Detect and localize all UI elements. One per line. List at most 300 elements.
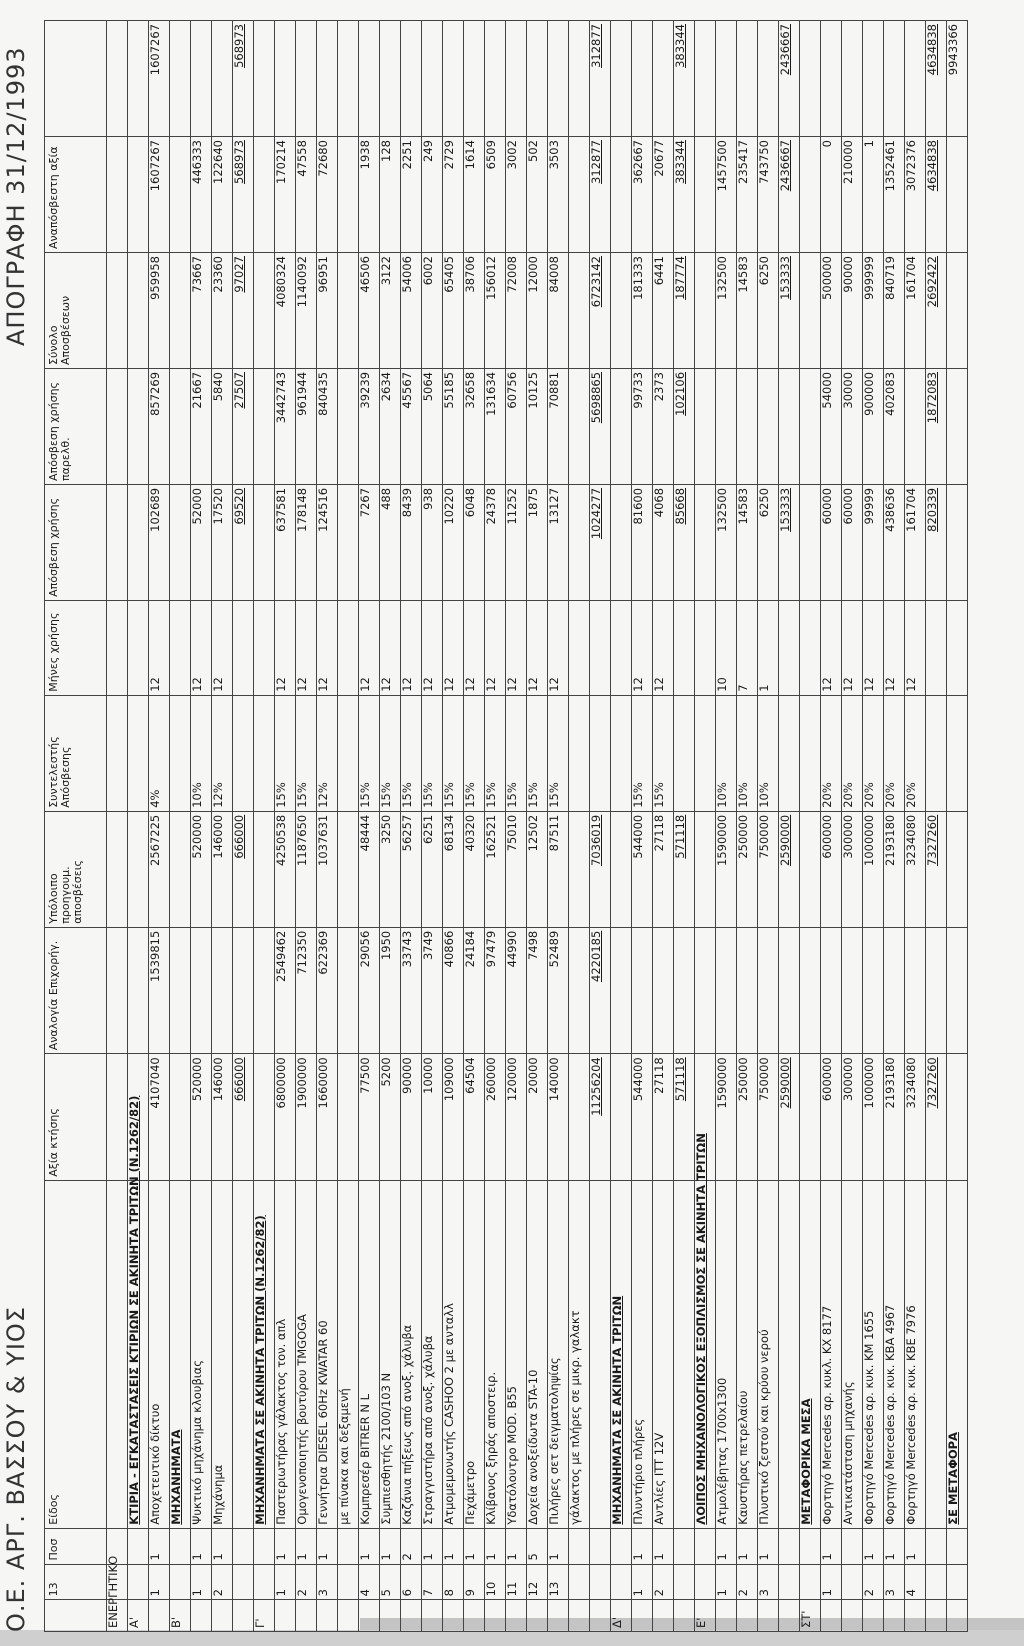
table-row <box>275 21 296 1632</box>
table-row <box>737 21 758 1632</box>
table-cell: 1 <box>191 1528 212 1564</box>
table-cell <box>758 927 779 1054</box>
table-cell: 81600 <box>632 484 653 600</box>
table-cell: Φορτηγό Mercedes αρ. κυκ. ΚΜ 1655 <box>863 1180 884 1528</box>
table-cell <box>884 927 905 1054</box>
table-cell: 6251 <box>422 811 443 927</box>
table-cell <box>569 484 590 600</box>
table-cell <box>842 1528 863 1564</box>
table-cell <box>107 695 128 811</box>
table-row <box>506 21 527 1632</box>
table-cell: 362667 <box>632 137 653 253</box>
table-row <box>800 21 821 1632</box>
table-cell <box>485 21 506 137</box>
table-cell <box>674 927 695 1054</box>
table-cell: 2 <box>653 1564 674 1600</box>
table-row <box>716 21 737 1632</box>
table-cell: 5 <box>527 1528 548 1564</box>
table-cell <box>821 927 842 1054</box>
table-cell: 20% <box>842 695 863 811</box>
table-row <box>821 21 842 1632</box>
table-cell: 77500 <box>359 1054 380 1181</box>
table-cell: 6441 <box>653 253 674 369</box>
table-cell: 99733 <box>632 368 653 484</box>
table-cell <box>905 927 926 1054</box>
table-row <box>611 21 632 1632</box>
table-cell: 140000 <box>548 1054 569 1181</box>
table-cell <box>191 21 212 137</box>
table-cell: 1140092 <box>296 253 317 369</box>
table-cell: 131634 <box>485 368 506 484</box>
table-row <box>527 21 548 1632</box>
table-cell: 10000 <box>422 1054 443 1181</box>
table-cell <box>611 368 632 484</box>
table-cell: 260000 <box>485 1054 506 1181</box>
table-cell <box>947 368 968 484</box>
table-cell: 15% <box>401 695 422 811</box>
table-cell: 3072376 <box>905 137 926 253</box>
table-row <box>590 21 611 1632</box>
table-cell: 1590000 <box>716 811 737 927</box>
table-cell: 1 <box>863 137 884 253</box>
table-cell: 27118 <box>653 1054 674 1181</box>
table-cell <box>632 927 653 1054</box>
table-cell: 60000 <box>821 484 842 600</box>
table-cell: Α' <box>128 1600 149 1632</box>
table-cell <box>254 811 275 927</box>
table-cell: Δ' <box>611 1600 632 1632</box>
table-cell <box>590 1564 611 1600</box>
table-cell <box>128 1564 149 1600</box>
table-cell: 27507 <box>233 368 254 484</box>
table-cell: 750000 <box>758 1054 779 1181</box>
table-cell <box>128 368 149 484</box>
table-cell: 15% <box>548 695 569 811</box>
table-cell <box>569 1528 590 1564</box>
table-cell: 33743 <box>401 927 422 1054</box>
table-cell: 44990 <box>506 927 527 1054</box>
table-cell: 68134 <box>443 811 464 927</box>
table-cell: 9943366 <box>947 21 968 137</box>
table-cell: 312877 <box>590 21 611 137</box>
table-cell <box>338 1528 359 1564</box>
table-cell: 571118 <box>674 1054 695 1181</box>
table-cell: 128 <box>380 137 401 253</box>
table-cell: 12 <box>275 600 296 695</box>
table-cell: Κλίβανος ξηράς αποστειρ. <box>485 1180 506 1528</box>
table-cell: 7327260 <box>926 811 947 927</box>
table-cell: 14583 <box>737 484 758 600</box>
table-cell: 15% <box>380 695 401 811</box>
table-cell <box>653 927 674 1054</box>
table-cell: 170214 <box>275 137 296 253</box>
table-cell <box>422 21 443 137</box>
table-cell: ΜΕΤΑΦΟΡΙΚΑ ΜΕΣΑ <box>800 1180 821 1528</box>
table-cell <box>611 811 632 927</box>
table-cell <box>800 253 821 369</box>
table-cell: 15% <box>296 695 317 811</box>
table-cell <box>800 695 821 811</box>
table-cell: 6800000 <box>275 1054 296 1181</box>
table-cell <box>947 1528 968 1564</box>
table-cell: 1000000 <box>863 811 884 927</box>
column-header: Σύνολο Αποσβέσεων <box>45 253 107 369</box>
table-cell: 383344 <box>674 21 695 137</box>
table-cell: 4% <box>149 695 170 811</box>
table-cell <box>107 1180 128 1528</box>
table-cell: 38706 <box>464 253 485 369</box>
table-cell <box>611 600 632 695</box>
table-cell: 12 <box>884 600 905 695</box>
table-cell <box>695 137 716 253</box>
table-cell: ΛΟΙΠΟΣ ΜΗΧΑΝΟΛΟΓΙΚΟΣ ΕΞΟΠΛΙΣΜΟΣ ΣΕ ΑΚΙΝΗΤΑ ΤΡΙΤΩΝ <box>695 1180 716 1528</box>
table-cell: Ομογενοποιητής βουτύρου TMGOGA <box>296 1180 317 1528</box>
table-cell: 72008 <box>506 253 527 369</box>
table-cell <box>779 1528 800 1564</box>
table-cell: 1 <box>716 1564 737 1600</box>
table-cell: 48444 <box>359 811 380 927</box>
table-row <box>653 21 674 1632</box>
table-cell: Φορτηγό Mercedes αρ. κυκ. ΚΒΑ 4967 <box>884 1180 905 1528</box>
table-cell <box>338 695 359 811</box>
table-cell: 30000 <box>842 368 863 484</box>
table-cell <box>149 1600 170 1632</box>
table-cell <box>569 811 590 927</box>
table-cell: 568973 <box>233 137 254 253</box>
table-cell: 1 <box>149 1528 170 1564</box>
table-cell <box>233 695 254 811</box>
table-cell: 1 <box>821 1528 842 1564</box>
table-row <box>779 21 800 1632</box>
table-cell: 3503 <box>548 137 569 253</box>
table-cell: 12 <box>401 600 422 695</box>
table-cell <box>107 927 128 1054</box>
table-row <box>464 21 485 1632</box>
table-row <box>359 21 380 1632</box>
table-cell: 15% <box>485 695 506 811</box>
table-cell: 29056 <box>359 927 380 1054</box>
table-cell: 857269 <box>149 368 170 484</box>
table-row <box>170 21 191 1632</box>
table-cell: ΜΗΧΑΝΗΜΑΤΑ <box>170 1180 191 1528</box>
table-cell: ΕΝΕΡΓΗΤΙΚΟ <box>107 1600 128 1632</box>
table-cell <box>926 600 947 695</box>
table-cell: 21667 <box>191 368 212 484</box>
table-cell: 1 <box>443 1528 464 1564</box>
table-cell: 153333 <box>779 484 800 600</box>
table-cell: 0 <box>821 137 842 253</box>
table-cell: 999999 <box>863 253 884 369</box>
table-cell: 1 <box>191 1564 212 1600</box>
table-cell: 1457500 <box>716 137 737 253</box>
table-cell <box>590 600 611 695</box>
table-cell: 2436667 <box>779 21 800 137</box>
table-cell: 3442743 <box>275 368 296 484</box>
table-cell: 97027 <box>233 253 254 369</box>
table-cell: 4250538 <box>275 811 296 927</box>
table-cell: 4107040 <box>149 1054 170 1181</box>
table-cell: 96951 <box>317 253 338 369</box>
table-cell <box>380 21 401 137</box>
table-cell: 15% <box>275 695 296 811</box>
table-cell: 20677 <box>653 137 674 253</box>
table-cell: 1024277 <box>590 484 611 600</box>
table-cell: Αποχετευτικό δίκτυο <box>149 1180 170 1528</box>
table-cell: 235417 <box>737 137 758 253</box>
table-cell: 10125 <box>527 368 548 484</box>
table-cell: 12 <box>296 600 317 695</box>
inventory-table <box>44 20 968 1632</box>
table-cell <box>464 21 485 137</box>
table-cell <box>716 368 737 484</box>
table-cell: 4068 <box>653 484 674 600</box>
table-cell <box>863 21 884 137</box>
table-cell: 5840 <box>212 368 233 484</box>
table-cell: Στραγγιστήρα από ανοξ. χάλυβα <box>422 1180 443 1528</box>
table-cell <box>128 137 149 253</box>
table-cell: 2729 <box>443 137 464 253</box>
table-cell: 3002 <box>506 137 527 253</box>
table-cell: Ε' <box>695 1600 716 1632</box>
table-cell <box>674 1600 695 1632</box>
table-cell <box>821 1600 842 1632</box>
table-cell: 9 <box>464 1564 485 1600</box>
table-row <box>254 21 275 1632</box>
column-header: Είδος <box>45 1180 107 1528</box>
table-cell: 47558 <box>296 137 317 253</box>
table-cell: 1 <box>632 1528 653 1564</box>
table-cell <box>800 21 821 137</box>
table-cell: 11252 <box>506 484 527 600</box>
table-cell: 520000 <box>191 811 212 927</box>
table-cell <box>170 137 191 253</box>
table-cell: 3 <box>758 1564 779 1600</box>
table-cell <box>254 600 275 695</box>
table-cell: γάλακτος με πλήρες σε μικρ. γαλακτ <box>569 1180 590 1528</box>
table-cell: ΣΤ' <box>800 1600 821 1632</box>
table-cell <box>569 253 590 369</box>
table-cell: 1 <box>380 1528 401 1564</box>
table-cell: 520000 <box>191 1054 212 1181</box>
table-cell <box>107 368 128 484</box>
table-cell <box>338 137 359 253</box>
table-cell: 750000 <box>758 811 779 927</box>
table-cell: 210000 <box>842 137 863 253</box>
table-cell <box>695 695 716 811</box>
table-cell: 1000000 <box>863 1054 884 1181</box>
table-cell: 8 <box>443 1564 464 1600</box>
table-row <box>695 21 716 1632</box>
table-cell <box>296 21 317 137</box>
table-cell <box>170 368 191 484</box>
table-cell: 84008 <box>548 253 569 369</box>
table-cell: 312877 <box>590 137 611 253</box>
table-cell: 637581 <box>275 484 296 600</box>
table-cell: 7267 <box>359 484 380 600</box>
table-cell <box>317 21 338 137</box>
table-cell: 7 <box>422 1564 443 1600</box>
table-cell: 99999 <box>863 484 884 600</box>
table-cell <box>947 484 968 600</box>
table-cell: 187774 <box>674 253 695 369</box>
table-cell: 840719 <box>884 253 905 369</box>
table-cell: Ατμομεμονωτής CASHOO 2 με ανταλλ <box>443 1180 464 1528</box>
table-cell: 10 <box>716 600 737 695</box>
table-cell: 12 <box>380 600 401 695</box>
table-cell <box>590 1180 611 1528</box>
table-cell: 1 <box>653 1528 674 1564</box>
table-cell: 250000 <box>737 811 758 927</box>
table-cell: 10% <box>191 695 212 811</box>
table-row <box>863 21 884 1632</box>
table-cell: 12 <box>548 600 569 695</box>
table-cell <box>611 484 632 600</box>
table-cell: 15% <box>527 695 548 811</box>
table-cell: 40866 <box>443 927 464 1054</box>
table-cell: 55185 <box>443 368 464 484</box>
table-cell: 3 <box>884 1564 905 1600</box>
table-cell: 544000 <box>632 811 653 927</box>
table-cell: 24378 <box>485 484 506 600</box>
table-cell <box>695 600 716 695</box>
table-row <box>569 21 590 1632</box>
table-cell <box>128 811 149 927</box>
table-cell: 6509 <box>485 137 506 253</box>
document-title: ΑΠΟΓΡΑΦΗ 31/12/1993 <box>2 46 30 346</box>
table-cell: 502 <box>527 137 548 253</box>
table-cell <box>380 1600 401 1632</box>
table-cell <box>611 1564 632 1600</box>
table-header-row <box>45 21 107 1632</box>
table-cell: 13 <box>548 1564 569 1600</box>
table-row <box>884 21 905 1632</box>
table-cell <box>359 1600 380 1632</box>
table-cell: Παστεριωτήρας γάλακτος τον. απλ <box>275 1180 296 1528</box>
table-cell <box>926 1600 947 1632</box>
table-cell: 1 <box>296 1528 317 1564</box>
table-cell <box>716 1600 737 1632</box>
table-cell: 1 <box>632 1564 653 1600</box>
table-cell: 4 <box>359 1564 380 1600</box>
table-cell: 12% <box>317 695 338 811</box>
table-cell: 1607267 <box>149 21 170 137</box>
table-cell: 300000 <box>842 1054 863 1181</box>
table-cell: Δοχεία ανοξείδωτα STA-10 <box>527 1180 548 1528</box>
table-cell <box>674 695 695 811</box>
table-cell <box>611 1054 632 1181</box>
table-cell: 70881 <box>548 368 569 484</box>
table-cell <box>590 695 611 811</box>
table-cell: 11 <box>506 1564 527 1600</box>
table-cell <box>716 21 737 137</box>
table-cell: 12 <box>191 600 212 695</box>
table-cell <box>128 21 149 137</box>
table-cell <box>275 1600 296 1632</box>
table-cell <box>569 1564 590 1600</box>
table-cell <box>737 368 758 484</box>
table-cell <box>254 927 275 1054</box>
table-cell <box>548 1600 569 1632</box>
table-cell <box>254 484 275 600</box>
table-cell: 1 <box>275 1564 296 1600</box>
table-row <box>149 21 170 1632</box>
table-cell <box>695 21 716 137</box>
table-cell <box>905 368 926 484</box>
table-cell <box>338 21 359 137</box>
table-cell <box>212 21 233 137</box>
table-cell: 2590000 <box>779 1054 800 1181</box>
table-cell: 5698865 <box>590 368 611 484</box>
table-cell: 666000 <box>233 1054 254 1181</box>
table-cell: 85668 <box>674 484 695 600</box>
table-cell: 2634 <box>380 368 401 484</box>
table-cell: Κομπρεσέρ BITRER N L <box>359 1180 380 1528</box>
table-cell: 23360 <box>212 253 233 369</box>
table-cell: 20% <box>905 695 926 811</box>
table-cell: 46506 <box>359 253 380 369</box>
table-cell: 1590000 <box>716 1054 737 1181</box>
table-cell <box>422 1600 443 1632</box>
table-cell: 1 <box>905 1528 926 1564</box>
table-cell <box>842 1600 863 1632</box>
table-cell: 600000 <box>821 1054 842 1181</box>
table-cell: Αντικατάσταση μηχανής <box>842 1180 863 1528</box>
table-cell: 20% <box>821 695 842 811</box>
table-row <box>338 21 359 1632</box>
table-cell: Καζάνια πήξεως από ανοξ. χάλυβα <box>401 1180 422 1528</box>
table-row <box>758 21 779 1632</box>
table-cell: 12 <box>653 600 674 695</box>
table-cell: 15% <box>422 695 443 811</box>
table-cell: 12 <box>506 600 527 695</box>
table-cell <box>800 600 821 695</box>
table-cell: 1037631 <box>317 811 338 927</box>
table-cell: 60756 <box>506 368 527 484</box>
table-cell: 3234080 <box>905 811 926 927</box>
table-cell <box>842 1564 863 1600</box>
table-cell <box>653 21 674 137</box>
table-cell: 122640 <box>212 137 233 253</box>
table-cell <box>779 1180 800 1528</box>
column-header: Αναλογία Επιχορήγ. <box>45 927 107 1054</box>
table-cell: 446333 <box>191 137 212 253</box>
table-cell <box>233 1600 254 1632</box>
table-cell <box>737 21 758 137</box>
table-row <box>107 21 128 1632</box>
table-cell <box>443 1600 464 1632</box>
table-cell: 7327260 <box>926 1054 947 1181</box>
table-cell <box>233 1180 254 1528</box>
table-cell: 39239 <box>359 368 380 484</box>
table-cell <box>443 21 464 137</box>
table-cell: 1187650 <box>296 811 317 927</box>
table-cell <box>569 1054 590 1181</box>
table-cell: 13127 <box>548 484 569 600</box>
table-cell <box>758 1600 779 1632</box>
table-cell: Καυστήρας πετρελαίου <box>737 1180 758 1528</box>
table-cell: Β' <box>170 1600 191 1632</box>
table-cell: 1 <box>758 600 779 695</box>
table-cell: 54006 <box>401 253 422 369</box>
table-cell <box>611 137 632 253</box>
table-cell: 6250 <box>758 253 779 369</box>
table-cell <box>569 695 590 811</box>
table-cell: 1660000 <box>317 1054 338 1181</box>
table-cell <box>401 1600 422 1632</box>
table-cell <box>107 253 128 369</box>
table-cell <box>884 1600 905 1632</box>
table-cell: 69520 <box>233 484 254 600</box>
